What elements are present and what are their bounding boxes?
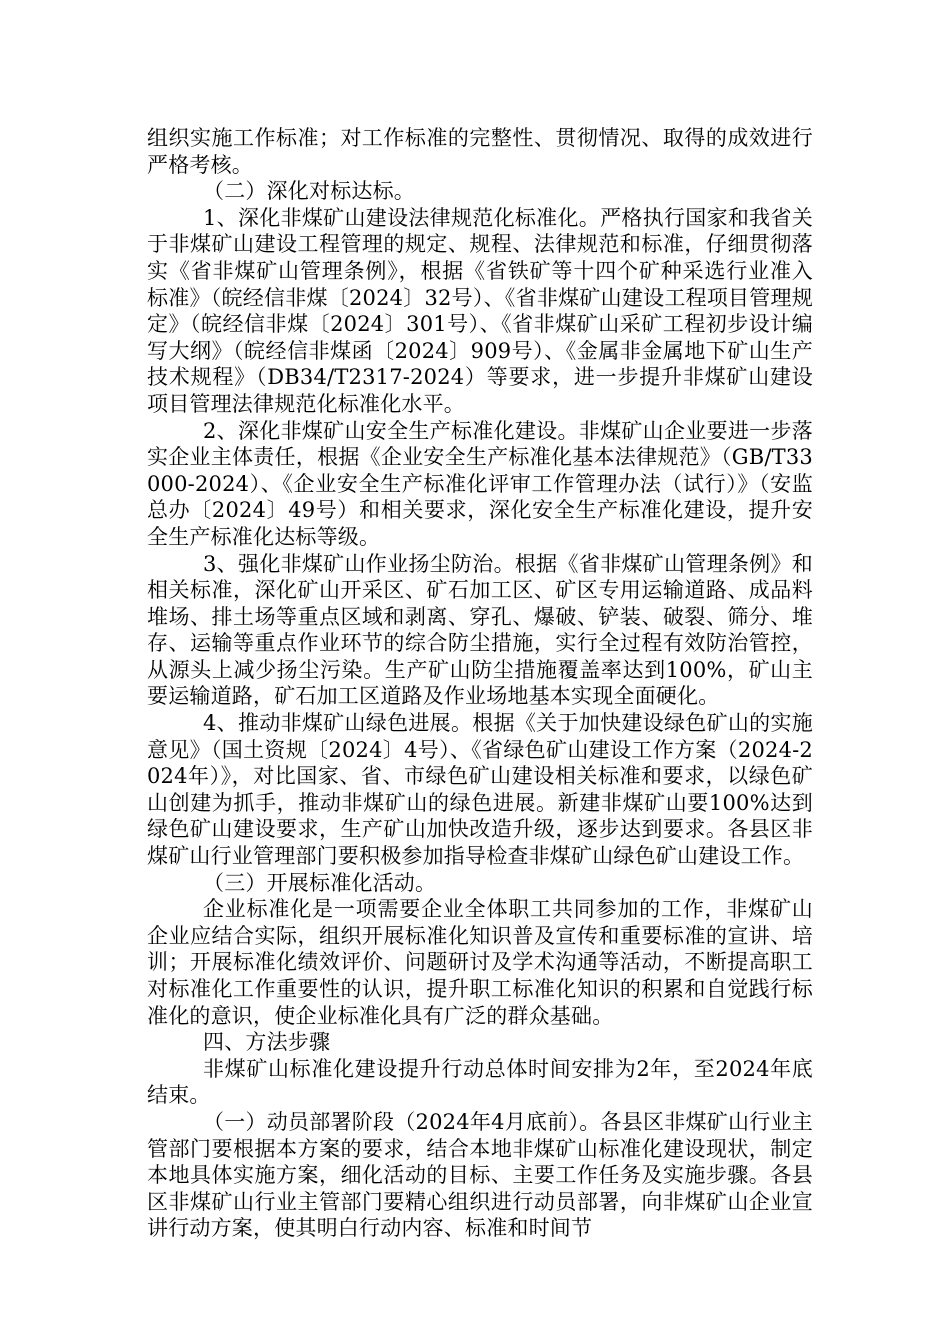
heading-standardization-activities: （三）开展标准化活动。: [203, 870, 437, 895]
paragraph-item-4-green-mining: 4、推动非煤矿山绿色进展。根据《关于加快建设绿色矿山的实施意见》（国土资规〔2024〕4号）、《省绿色矿山建设工作方案（2024-2024年）》，对比国家、省、市绿色矿山建设相关标准和要求，以绿色矿山创建为抓手，推动非煤矿山的绿色进展。新建非煤矿山要100%达到绿色矿山建设要求，生产矿山加快改造升级，逐步达到要求。各县区非煤矿山行业管理部门要积极参加指导检查非煤矿山绿色矿山建设工作。: [147, 711, 813, 869]
paragraph-enterprise-standardization: 企业标准化是一项需要企业全体职工共同参加的工作，非煤矿山企业应结合实际，组织开展标准化知识普及宣传和重要标准的宣讲、培训；开展标准化绩效评价、问题研讨及学术沟通等活动，不断提高职工对标准化工作重要性的认识，提升职工标准化知识的积累和自觉践行标准化的意识，使企业标准化具有广泛的群众基础。: [147, 897, 813, 1028]
paragraph-item-3-dust-control: 3、强化非煤矿山作业扬尘防治。根据《省非煤矿山管理条例》和相关标准，深化矿山开采区、矿石加工区、矿区专用运输道路、成品料堆场、排土场等重点区域和剥离、穿孔、爆破、铲装、破裂、筛分、堆存、运输等重点作业环节的综合防尘措施，实行全过程有效防治管控，从源头上减少扬尘污染。生产矿山防尘措施覆盖率达到100%，矿山主要运输道路，矿石加工区道路及作业场地基本实现全面硬化。: [147, 551, 813, 709]
paragraph-standards-review: 组织实施工作标准；对工作标准的完整性、贯彻情况、取得的成效进行严格考核。: [147, 126, 813, 177]
paragraph-item-2-safety-standardization: 2、深化非煤矿山安全生产标准化建设。非煤矿山企业要进一步落实企业主体责任，根据《企业安全生产标准化基本法律规范》（GB/T33000-2024）、《企业安全生产标准化评审工作管理办法（试行）》（安监总办〔2024〕49号）和相关要求，深化安全生产标准化建设，提升安全生产标准化达标等级。: [147, 418, 813, 549]
paragraph-overall-schedule: 非煤矿山标准化建设提升行动总体时间安排为2年，至2024年底结束。: [147, 1056, 813, 1108]
paragraph-mobilization-stage: （一）动员部署阶段（2024年4月底前）。各县区非煤矿山行业主管部门要根据本方案的要求，结合本地非煤矿山标准化建设现状，制定本地具体实施方案，细化活动的目标、主要工作任务及实施步骤。各县区非煤矿山行业主管部门要精心组织进行动员部署，向非煤矿山企业宣讲行动方案，使其明白行动内容、标准和时间节: [147, 1109, 813, 1241]
document-page: [147, 125, 813, 1242]
heading-deepen-benchmarking: （二）深化对标达标。: [203, 179, 415, 204]
paragraph-item-1-legal-standardization: 1、深化非煤矿山建设法律规范化标准化。严格执行国家和我省关于非煤矿山建设工程管理的规定、规程、法律规范和标准，仔细贯彻落实《省非煤矿山管理条例》，根据《省铁矿等十四个矿种采选行业准入标准》（皖经信非煤〔2024〕32号）、《省非煤矿山建设工程项目管理规定》（皖经信非煤〔2024〕301号）、《省非煤矿山采矿工程初步设计编写大纲》（皖经信非煤函〔2024〕909号）、《金属非金属地下矿山生产技术规程》（DB34/T2317-2024）等要求，进一步提升非煤矿山建设项目管理法律规范化标准化水平。: [147, 205, 813, 416]
heading-methods-steps: 四、方法步骤: [203, 1030, 331, 1055]
